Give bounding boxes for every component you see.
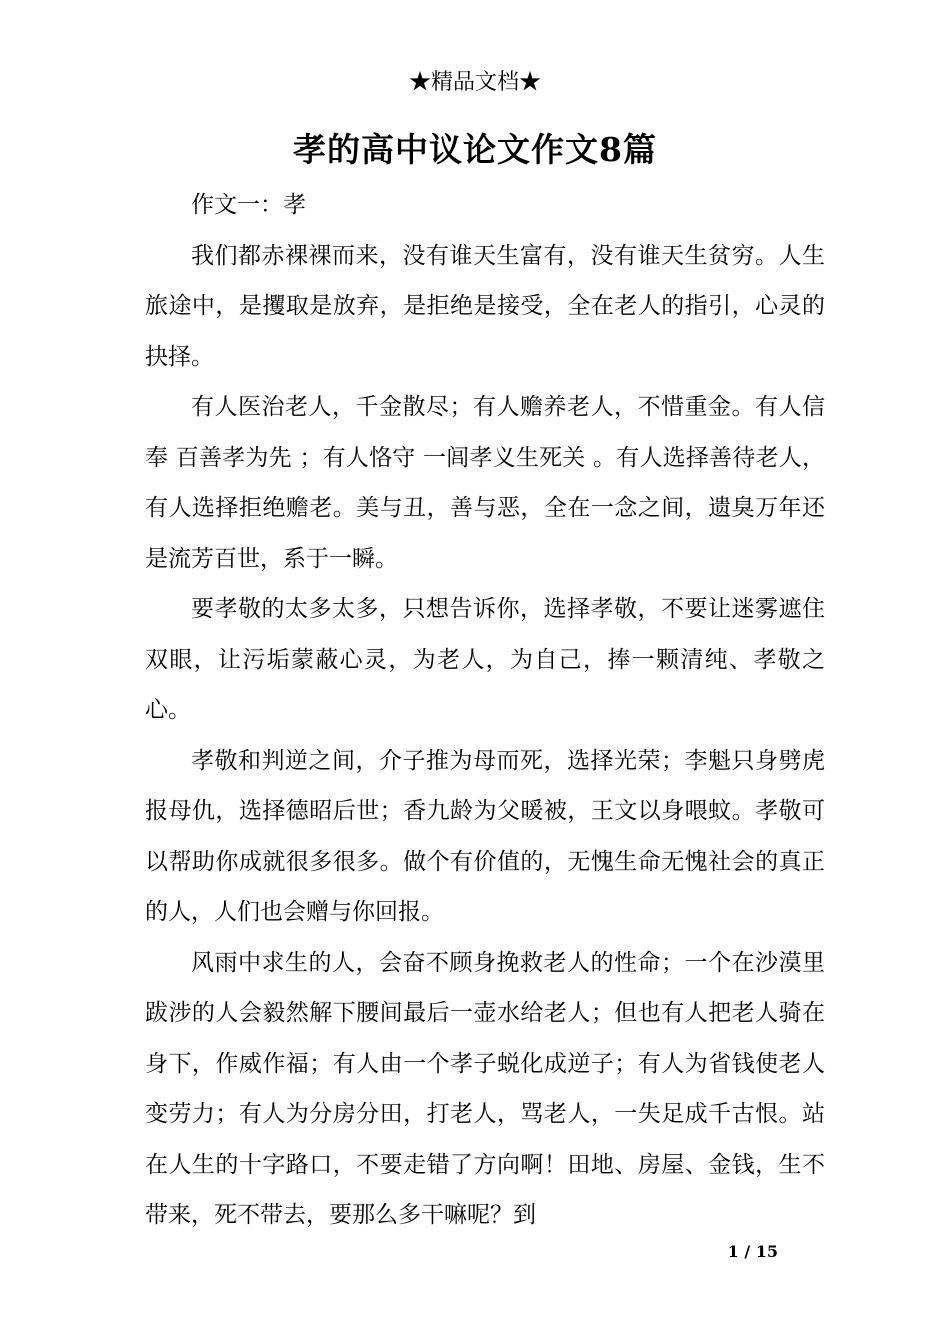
paragraph-3: 要孝敬的太多太多，只想告诉你，选择孝敬，不要让迷雾遮住双眼，让污垢蒙蔽心灵，为老人，为自己，捧一颗清纯、孝敬之心。	[145, 596, 825, 723]
page-header: ★精品文档★	[408, 70, 541, 95]
paragraph-1: 我们都赤裸裸而来，没有谁天生富有，没有谁天生贫穷。人生旅途中，是攫取是放弃，是拒绝是接受，全在老人的指引，心灵的抉择。	[145, 242, 825, 370]
document-title: 孝的高中议论文作文8篇	[293, 130, 657, 169]
paragraph-2: 有人医治老人，千金散尽；有人赡养老人，不惜重金。有人信奉 百善孝为先 ；有人恪守 一闾孝义生死关 。有人选择善待老人，有人选择拒绝赡老。美与丑，善与恶，全在一念之间，遗臭万年还是流芳百世，系于一瞬。	[145, 394, 825, 572]
section-heading: 作文一：孝	[191, 192, 306, 218]
document-body	[145, 180, 825, 1241]
paragraph-4: 孝敬和判逆之间，介子推为母而死，选择光荣；李魁只身劈虎报母仇，选择德昭后世；香九龄为父暖被，王文以身喂蚊。孝敬可以帮助你成就很多很多。做个有价值的，无愧生命无愧社会的真正的人，人们也会赠与你回报。	[145, 747, 825, 925]
paragraph-5: 风雨中求生的人，会奋不顾身挽救老人的性命；一个在沙漠里跋涉的人会毅然解下腰间最后一壶水给老人；但也有人把老人骑在身下，作威作福；有人由一个孝子蜕化成逆子；有人为省钱使老人变劳力；有人为分房分田，打老人，骂老人，一失足成千古恨。站在人生的十字路口，不要走错了方向啊！田地、房屋、金钱，生不带来，死不带去，要那么多干嘛呢？到	[145, 949, 825, 1228]
page-number: 1 / 15	[727, 1242, 778, 1261]
